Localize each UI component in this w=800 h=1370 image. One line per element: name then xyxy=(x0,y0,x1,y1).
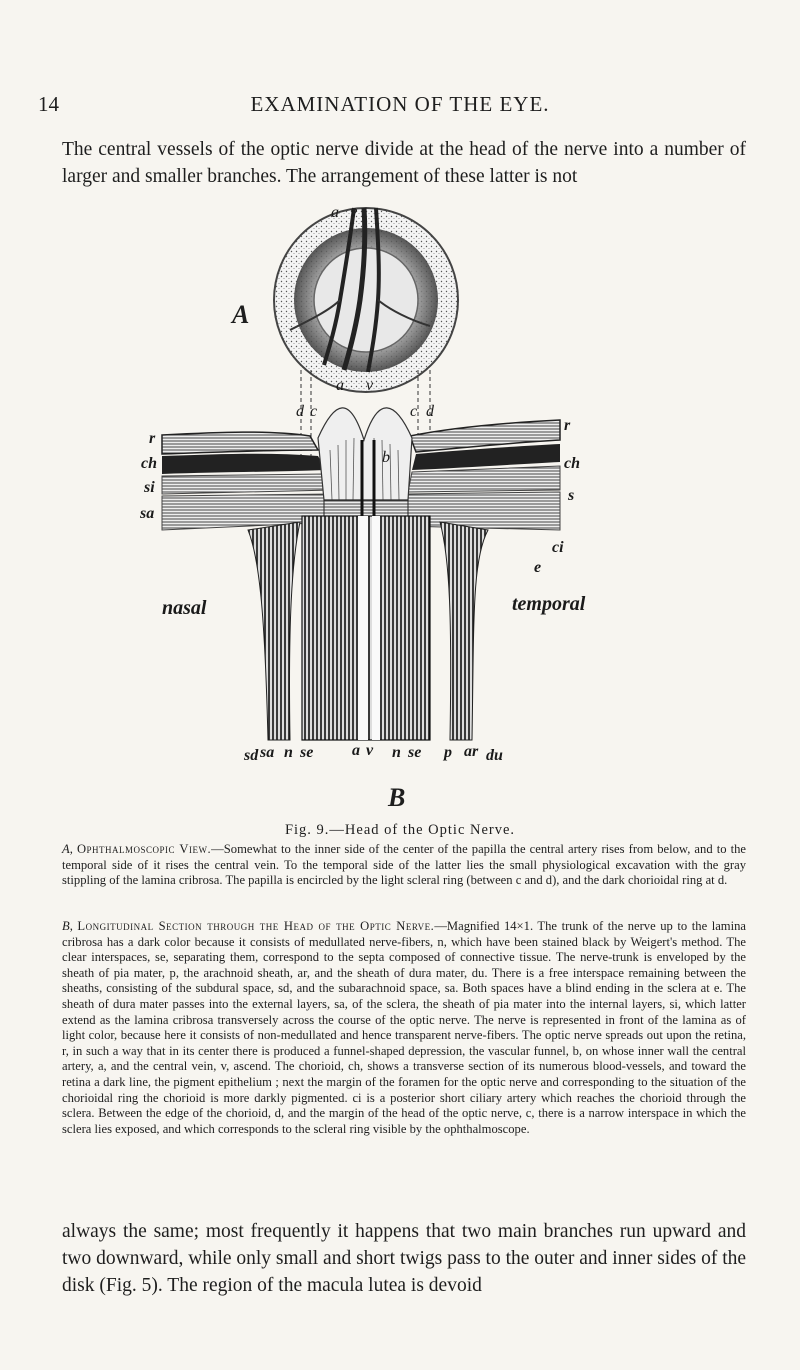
figure-letter-b: B xyxy=(388,783,406,812)
label-p-bottom: p xyxy=(444,744,452,761)
label-si-left: si xyxy=(144,479,155,496)
label-v-mid: v xyxy=(366,377,374,394)
label-sd: sd xyxy=(244,747,259,764)
label-r-right: r xyxy=(564,417,571,434)
label-du-bottom: du xyxy=(486,747,503,764)
page-number: 14 xyxy=(38,92,59,116)
label-a-mid: a xyxy=(336,377,344,394)
label-nasal: nasal xyxy=(162,597,207,619)
label-ci-right: ci xyxy=(552,539,564,556)
label-d-right: d xyxy=(426,403,434,420)
caption-b-letter: B xyxy=(62,919,70,933)
label-r-left: r xyxy=(149,430,156,447)
figure-letter-a: A xyxy=(232,300,250,329)
label-n-bottom1: n xyxy=(284,744,293,761)
label-se-bottom2: se xyxy=(408,744,422,761)
caption-b: B, Longitudinal Section through the Head of the Optic Nerve.—Magnified 14×1. The trunk of the nerve up to the lamina cribrosa has a dark color because it consists of medullated nerve-fibers, n, which have been stained black by Weigert's method. The clear interspaces, se, separating them, correspond to the septa composed of connective tissue. The nerve-trunk is enveloped by the sheath of pia mater, p, the arachnoid sheath, ar, and the sheath of dura mater, du. There is a free interspace remaining between the sheaths, consisting of the subdural space, sd, and the subarachnoid space, sa. Both spaces have a blind ending in the sclera at e. The sheath of dura mater passes into the external layers, sa, of the sclera, the sheath of pia mater into the internal layers, si, which latter extend as the lamina cribrosa transversely across the course of the optic nerve. The nerve is represented in front of the lamina as of light color, because here it consists of non-medullated and hence transparent nerve-fibers. The optic nerve spreads out upon the retina, r, in such a way that in its center there is produced a funnel-shaped depression, the vascular funnel, b, on whose inner wall the central artery, a, and the central vein, v, ascend. The chorioid, ch, shows a transverse section of its numerous blood-vessels, and toward the retina a dark line, the pigment epithelium ; next the margin of the foramen for the optic nerve and corresponding to the situation of the chorioidal ring the chorioid is more darkly pigmented. ci is a posterior short ciliary artery which reaches the chorioid through the sclera. Between the edge of the chorioid, d, and the margin of the head of the optic nerve, c, there is a narrow interspace in which the sclera lies exposed, and which corresponds to the scleral ring visible by the ophthalmoscope. xyxy=(62,919,746,1136)
label-n-bottom2: n xyxy=(392,744,401,761)
label-a-bottom: a xyxy=(352,742,360,759)
caption-b-heading: Longitudinal Section through the Head of the Optic Nerve. xyxy=(77,919,435,933)
label-v-top: v xyxy=(350,204,358,221)
label-se-bottom1: se xyxy=(300,744,314,761)
figure-illustration xyxy=(140,200,660,790)
label-sa-bottom: sa xyxy=(260,744,275,761)
label-ar-bottom: ar xyxy=(464,743,479,760)
label-s-right: s xyxy=(568,487,575,504)
label-e-right: e xyxy=(534,559,542,576)
label-c-left: c xyxy=(310,403,318,420)
caption-a-text: —Somewhat to the inner side of the center of the papilla the central artery rises from below, and to the temporal side of it rises the central vein. To the temporal side of the latter lies the small physiological excavation with the gray stippling of the lamina cribrosa. The papilla is encircled by the light scleral ring (between c and d), and the dark chorioidal ring at d. xyxy=(62,842,747,888)
label-a-top: a xyxy=(331,204,339,221)
caption-a: A, Ophthalmoscopic View.—Somewhat to the inner side of the center of the papilla the central artery rises from below, and to the temporal side of it rises the central vein. To the temporal side of the latter lies the small physiological excavation with the gray stippling of the lamina cribrosa. The papilla is encircled by the light scleral ring (between c and d), and the dark chorioidal ring at d. xyxy=(62,842,747,888)
label-c-right: c xyxy=(410,403,418,420)
paragraph-bottom: always the same; most frequently it happens that two main branches run upward and two downward, while only small and short twigs pass to the outer and inner sides of the disk (Fig. 5). The region of the macula lutea is devoid xyxy=(62,1221,747,1296)
running-head: EXAMINATION OF THE EYE. xyxy=(250,92,550,116)
caption-b-text: —Magnified 14×1. The trunk of the nerve up to the lamina cribrosa has a dark color because it consists of medullated nerve-fibers, n, which have been stained black by Weigert's method. The clear interspaces, se, separating them, correspond to the septa composed of connective tissue. The nerve-trunk is enveloped by the sheath of pia mater, p, the arachnoid sheath, ar, and the sheath of dura mater, du. There is a free interspace remaining between the sheaths, consisting of the subdural space, sd, and the subarachnoid space, sa. Both spaces have a blind ending in the sclera at e. The sheath of dura mater passes into the external layers, sa, of the sclera, the sheath of pia mater into the internal layers, si, which latter extend as the lamina cribrosa transversely across the course of the optic nerve. The nerve is represented in front of the lamina as of light color, because here it consists of non-medullated and hence transparent nerve-fibers. The optic nerve spreads out upon the retina, r, in such a way that in its center there is produced a funnel-shaped depression, the vascular funnel, b, on whose inner wall the central artery, a, and the central vein, v, ascend. The chorioid, ch, shows a transverse section of its numerous blood-vessels, and toward the retina a dark line, the pigment epithelium ; next the margin of the foramen for the optic nerve and corresponding to the situation of the chorioidal ring the chorioid is more darkly pigmented. ci is a posterior short ciliary artery which reaches the chorioid through the sclera. Between the edge of the chorioid, d, and the margin of the head of the optic nerve, c, there is a narrow interspace in which the sclera lies exposed, and which corresponds to the scleral ring visible by the ophthalmoscope. xyxy=(62,919,746,1136)
label-ch-left: ch xyxy=(141,455,157,472)
caption-title: Fig. 9.—Head of the Optic Nerve. xyxy=(284,822,516,838)
label-d-left: d xyxy=(296,403,304,420)
longitudinal-section-b xyxy=(162,370,560,740)
figure-optic-nerve xyxy=(140,200,660,790)
caption-a-heading: Ophthalmoscopic View. xyxy=(76,842,212,856)
disc-view-a xyxy=(274,208,458,392)
label-sa-left: sa xyxy=(140,505,155,522)
paragraph-top: The central vessels of the optic nerve divide at the head of the nerve into a number of larger and smaller branches. The arrangement of these latter is not xyxy=(62,139,746,187)
label-b: b xyxy=(382,449,390,466)
label-ch-right: ch xyxy=(564,455,580,472)
caption-a-letter: A xyxy=(62,842,70,856)
label-v-bottom: v xyxy=(366,742,374,759)
label-temporal: temporal xyxy=(512,593,586,615)
